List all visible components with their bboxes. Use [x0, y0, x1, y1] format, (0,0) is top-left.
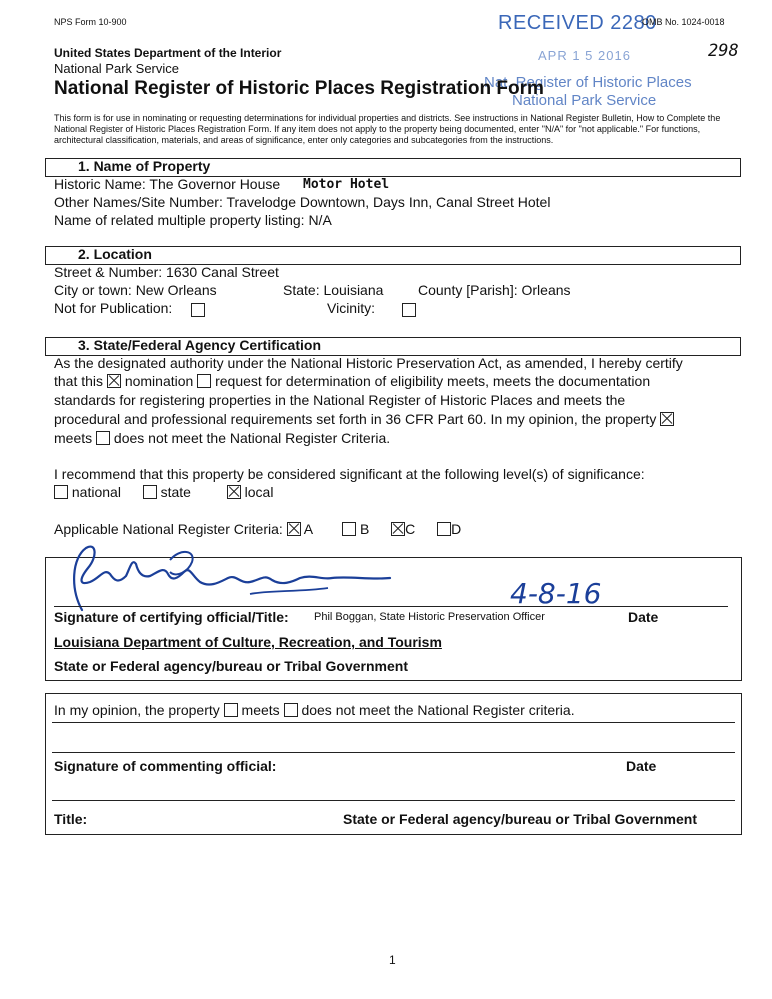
not-for-publication-label: Not for Publication:: [54, 300, 173, 316]
certification-line-3: standards for registering properties in the National Register of Historic Places and meets the: [54, 392, 626, 408]
commenting-does-not-meet-label: does not meet the National Register criteria.: [301, 702, 575, 718]
does-not-meet-checkbox[interactable]: [96, 431, 110, 445]
section-1-title: 1. Name of Property: [78, 158, 211, 174]
request-label: request for determination of eligibility meets, meets the documentation: [215, 373, 651, 389]
agency-service: National Park Service: [54, 61, 179, 76]
signature-date-label: Date: [628, 609, 659, 625]
criteria-label: Applicable National Register Criteria:: [54, 521, 283, 537]
does-not-meet-label: does not meet the National Register Criteria.: [113, 430, 391, 446]
omb-number: OMB No. 1024-0018: [642, 17, 725, 27]
form-number: NPS Form 10-900: [54, 17, 127, 27]
criteria-d-checkbox[interactable]: [437, 522, 451, 536]
state-checkbox[interactable]: [143, 485, 157, 499]
commenting-date-label: Date: [626, 758, 657, 774]
criteria-a-label: A: [303, 521, 313, 537]
local-checkbox[interactable]: [227, 485, 241, 499]
commenting-meets-label: meets: [241, 702, 280, 718]
state-label: state: [160, 484, 191, 500]
received-stamp: RECEIVED 2280: [498, 12, 657, 34]
criteria-a-checkbox[interactable]: [287, 522, 301, 536]
county: County [Parish]: Orleans: [418, 282, 571, 298]
signature-rule: [54, 606, 728, 607]
stamp-service: National Park Service: [512, 92, 657, 109]
stamp-date: APR 1 5 2016: [538, 48, 631, 63]
commenting-does-not-meet-checkbox[interactable]: [284, 703, 298, 717]
vicinity-checkbox[interactable]: [402, 303, 416, 317]
commenting-rule-1: [52, 722, 735, 723]
criteria-d-label: D: [451, 521, 462, 537]
state: State: Louisiana: [283, 282, 384, 298]
certification-line-4: [54, 411, 674, 427]
significance-recommendation: I recommend that this property be considered significant at the following level(s) of significance:: [54, 466, 645, 482]
commenting-rule-2: [52, 752, 735, 753]
commenting-signature-label: Signature of commenting official:: [54, 758, 277, 774]
meets-label: meets: [54, 430, 93, 446]
section-2-title: 2. Location: [78, 246, 152, 262]
commenting-opinion-text: In my opinion, the property: [54, 702, 220, 718]
criteria-row: [54, 521, 461, 537]
page-number: 1: [389, 953, 396, 967]
criteria-b-label: B: [360, 521, 370, 537]
commenting-agency-label: State or Federal agency/bureau or Tribal Government: [343, 811, 697, 827]
city-town: City or town: New Orleans: [54, 282, 217, 298]
property-meets-checkbox[interactable]: [660, 412, 674, 426]
form-instructions: This form is for use in nominating or requesting determinations for individual properties and districts. See instructions in National Register Bulletin, How to Complete the National Register of Historic Places Registration Form. If any item does not apply to the property being documented, enter "N/A" for "not applicable." For functions, architectural classification, materials, and areas of significance, enter only categories and subcategories from the instructions.: [54, 113, 721, 145]
certification-line-4-text: procedural and professional requirements set forth in 36 CFR Part 60. In my opinion, the property: [54, 411, 657, 427]
commenting-title-label: Title:: [54, 811, 88, 827]
national-checkbox[interactable]: [54, 485, 68, 499]
commenting-meets-checkbox[interactable]: [224, 703, 238, 717]
criteria-b-checkbox[interactable]: [342, 522, 356, 536]
street-number: Street & Number: 1630 Canal Street: [54, 264, 279, 280]
commenting-rule-3: [52, 800, 735, 801]
certification-line-2: [54, 373, 650, 389]
handwritten-number: 298: [708, 41, 739, 61]
vicinity-label: Vicinity:: [327, 300, 375, 316]
signature-label: Signature of certifying official/Title:: [54, 609, 289, 625]
historic-name: Historic Name: The Governor House: [54, 176, 281, 192]
significance-levels: [54, 484, 273, 500]
agency-department: United States Department of the Interior: [54, 46, 282, 60]
agency-label: State or Federal agency/bureau or Tribal Government: [54, 658, 408, 674]
certification-that-this: that this: [54, 373, 104, 389]
nomination-label: nomination: [124, 373, 194, 389]
page-title: National Register of Historic Places Registration Form: [54, 78, 544, 99]
request-checkbox[interactable]: [197, 374, 211, 388]
national-label: national: [71, 484, 121, 500]
commenting-opinion: [54, 702, 575, 718]
not-for-publication-checkbox[interactable]: [191, 303, 205, 317]
department-name: Louisiana Department of Culture, Recreation, and Tourism: [54, 634, 442, 650]
historic-name-handwritten: Motor Hotel: [303, 177, 390, 192]
section-3-title: 3. State/Federal Agency Certification: [78, 337, 321, 353]
signature-handwritten-date: 4-8-16: [510, 577, 602, 610]
nomination-checkbox[interactable]: [107, 374, 121, 388]
other-names: Other Names/Site Number: Travelodge Downtown, Days Inn, Canal Street Hotel: [54, 194, 551, 210]
certification-line-1: As the designated authority under the National Historic Preservation Act, as amended, I hereby certify: [54, 355, 683, 371]
local-label: local: [244, 484, 274, 500]
stamp-register: Nat. Register of Historic Places: [484, 74, 692, 91]
multiple-property-listing: Name of related multiple property listing: N/A: [54, 212, 332, 228]
criteria-c-checkbox[interactable]: [391, 522, 405, 536]
certification-line-5: [54, 430, 390, 446]
criteria-c-label: C: [405, 521, 416, 537]
signer-name: Phil Boggan, State Historic Preservation Officer: [314, 611, 545, 623]
